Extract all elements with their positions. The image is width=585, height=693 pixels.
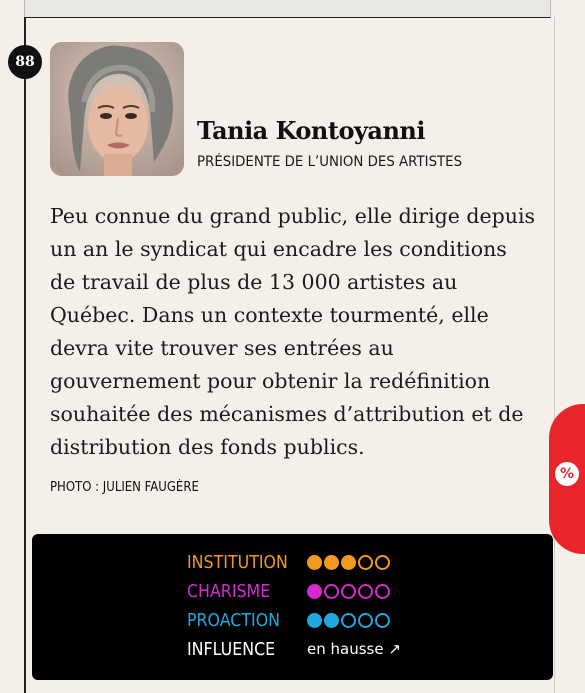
description: [50, 200, 550, 464]
rating-dot-filled: [307, 613, 322, 628]
description-line: de travail de plus de 13 000 artistes au: [50, 270, 458, 294]
rating-dot-filled: [307, 584, 322, 599]
rank-badge: 88: [8, 45, 42, 79]
rating-row-influence: [187, 636, 401, 662]
rating-dot-filled: [324, 613, 339, 628]
rating-row-institution: [187, 549, 390, 575]
rating-dots: [307, 584, 390, 599]
rating-dot-empty: [358, 613, 373, 628]
rating-label: INSTITUTION: [187, 551, 288, 573]
top-border: [24, 0, 551, 18]
rating-dots: [307, 555, 390, 570]
description-line: gouvernement pour obtenir la redéfinition: [50, 369, 491, 393]
rating-dot-empty: [375, 555, 390, 570]
rating-dots: [307, 613, 390, 628]
rating-row-charisme: [187, 578, 390, 604]
portrait-photo: [50, 42, 184, 176]
person-name: Tania Kontoyanni: [197, 116, 425, 145]
rating-label: INFLUENCE: [187, 638, 276, 660]
rating-dot-empty: [358, 584, 373, 599]
photo-credit: PHOTO : JULIEN FAUGÈRE: [50, 480, 199, 495]
description-line: un an le syndicat qui encadre les conditions: [50, 237, 507, 261]
rating-dot-filled: [307, 555, 322, 570]
rating-dot-empty: [341, 584, 356, 599]
rating-dot-empty: [375, 584, 390, 599]
influence-trend: en hausse ↗: [307, 640, 401, 658]
rating-dot-filled: [324, 555, 339, 570]
left-rule: [24, 17, 26, 693]
right-rule: [554, 17, 555, 693]
description-line: devra vite trouver ses entrées au: [50, 336, 394, 360]
description-line: Québec. Dans un contexte tourmenté, elle: [50, 303, 489, 327]
description-line: distribution des fonds publics.: [50, 435, 365, 459]
rating-dot-empty: [358, 555, 373, 570]
description-line: souhaitée des mécanismes d’attribution et de: [50, 402, 524, 426]
person-role: PRÉSIDENTE DE L’UNION DES ARTISTES: [197, 154, 463, 170]
ratings-panel: [32, 534, 553, 680]
rating-dot-empty: [341, 613, 356, 628]
rating-dot-empty: [375, 613, 390, 628]
rating-row-proaction: [187, 607, 390, 633]
rating-label: CHARISME: [187, 580, 271, 602]
rating-dot-filled: [341, 555, 356, 570]
percent-icon[interactable]: %: [555, 462, 579, 486]
description-line: Peu connue du grand public, elle dirige depuis: [50, 204, 536, 228]
rating-dot-empty: [324, 584, 339, 599]
rating-label: PROACTION: [187, 609, 281, 631]
